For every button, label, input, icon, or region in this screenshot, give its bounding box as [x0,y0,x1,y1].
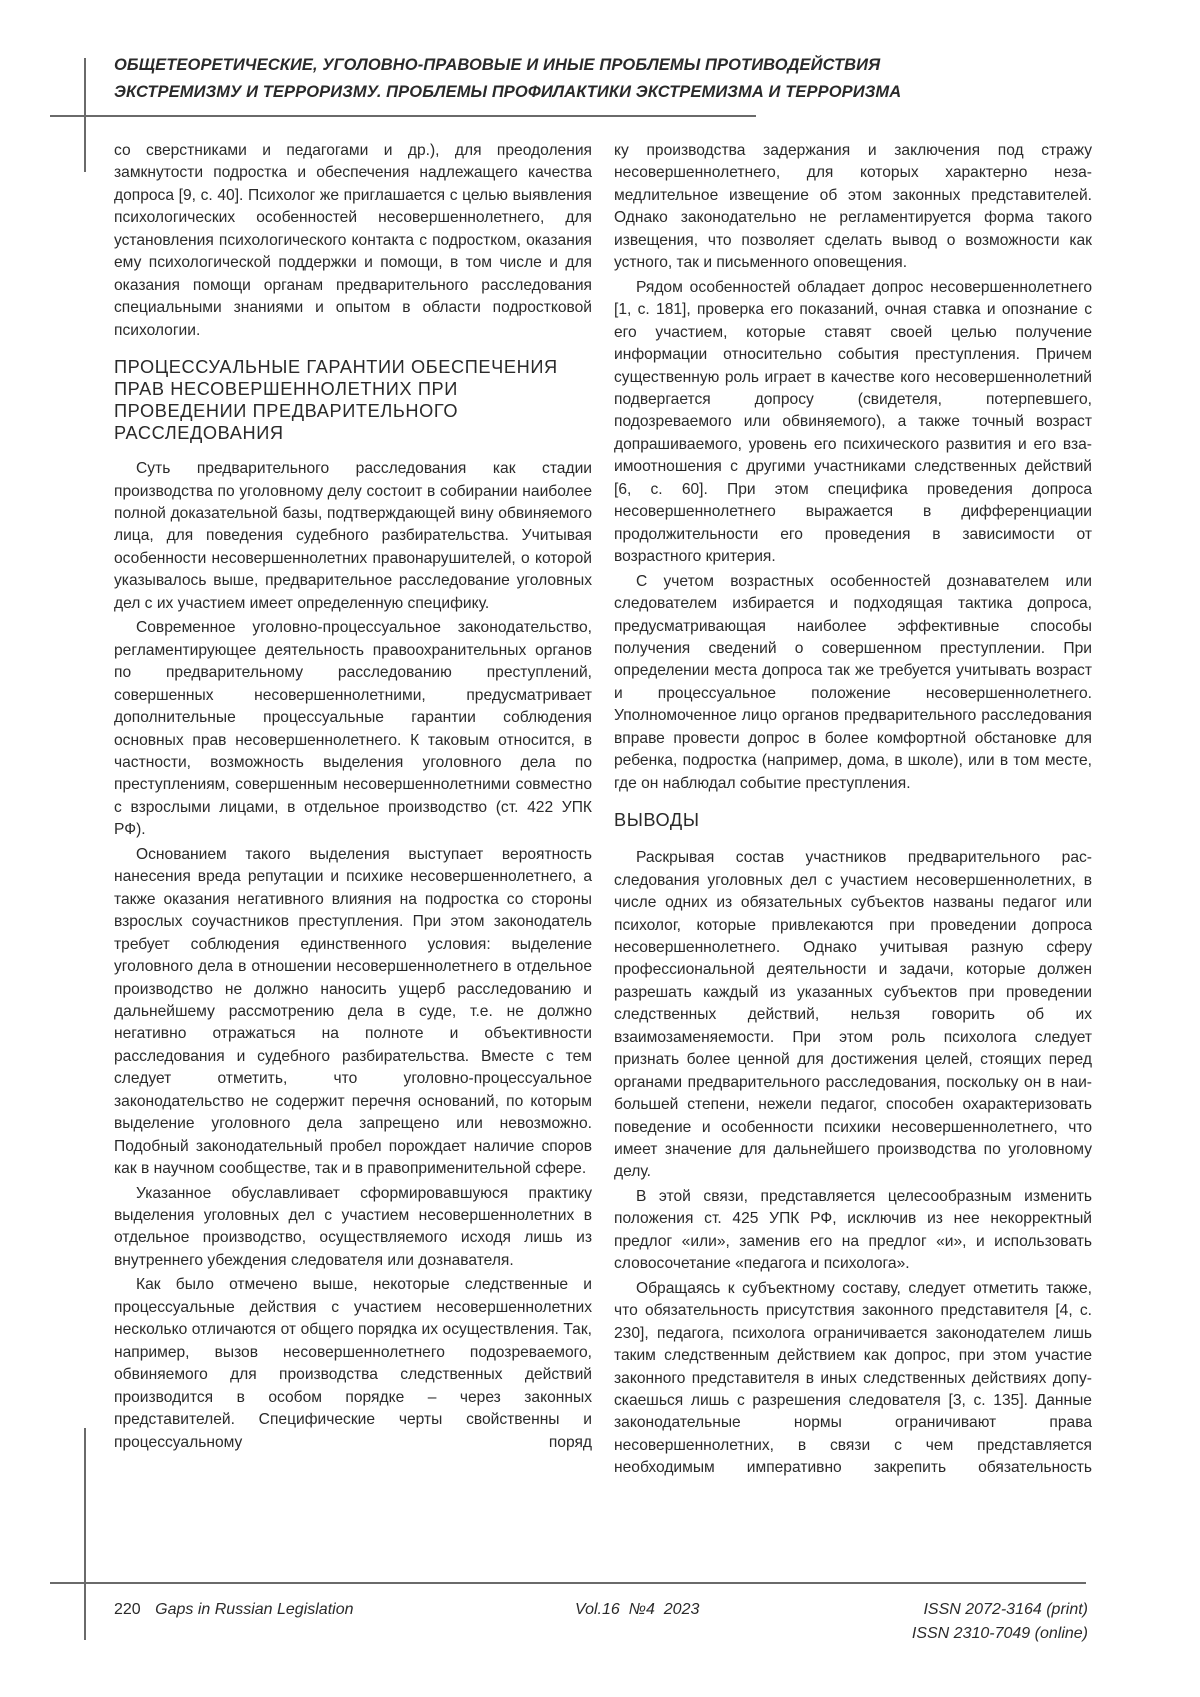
paragraph: Как было отмечено выше, некоторые следственные и процессуальные действия с участием несовершеннолетних несколько отличаются от общего порядка их осуществления. Так, например, вызов несовершеннолетнего подозреваемого, обвиняемого для производства следственных действий производится в особом порядке – через законных представителей. Специфические черты свойственны и процессуальному поряд [114,1276,592,1451]
issn-print: ISSN 2072-3164 (print) [923,1601,1088,1618]
running-head-line-1: ОБЩЕТЕОРЕТИЧЕСКИЕ, УГОЛОВНО-ПРАВОВЫЕ И ИНЫЕ ПРОБЛЕМЫ ПРОТИВОДЕЙСТВИЯ [114,56,881,74]
paragraph: С учетом возрастных особенностей дознавателем или следователем избирается и подходящая тактика допроса, предусматривающая наиболее эффективные способы получения сведений о совершенном преступлении. При определении места допроса так же требуется учитывать возраст и процессуальное положение несовершеннолетнего. Уполномоченное лицо органов предварительного расследования вправе провести допрос в более комфортной обстановке для ребенка, подростка (например, дома, в школе), или в том месте, где он наблюдал событие преступления. [614,572,1092,792]
footer-issn [912,1598,1088,1646]
bottom-left-vertical-rule [84,1428,86,1640]
running-head-line-2: ЭКСТРЕМИЗМУ И ТЕРРОРИЗМУ. ПРОБЛЕМЫ ПРОФИЛАКТИКИ ЭКСТРЕМИЗМА И ТЕРРОРИЗМА [114,83,902,101]
footer-journal [114,1598,354,1622]
footer-horizontal-rule [50,1582,1086,1584]
section-heading-procedural-guarantees: ПРОЦЕССУАЛЬНЫЕ ГАРАНТИИ ОБЕСПЕЧЕНИЯ ПРАВ НЕСОВЕРШЕННОЛЕТНИХ ПРИ ПРОВЕДЕНИИ ПРЕДВАРИТЕЛЬНОГО РАССЛЕДОВАНИЯ [114,357,558,444]
paragraph: Указанное обуславливает сформировавшуюся практику выделения уголовных дел с участием несовершеннолетних в отдельное производство, осуществляемого исходя лишь из внутреннего убеждения следователя или дознавателя. [114,1184,592,1269]
paragraph: В этой связи, представляется целесообразным изменить положения ст. 425 УПК РФ, исключив из нее некорректный предлог «или», заменив его на предлог «и», и использовать словосочетание «педагога и психолога». [614,1187,1092,1273]
header-horizontal-rule [50,115,756,117]
paragraph: Обращаясь к субъектному составу, следует отметить также, что обязательность присутствия законного представителя [4, с. 230], педагога, психолога ограничивается законодателем лишь таким следственным действием как допрос, при этом участие законного представителя в иных следственных действиях допускаешься лишь с разрешения следователя [3, с. 135]. Данные законодательные нормы ограничивают права несовершеннолетних, в связи с чем представляется необходимым императивно закрепить обязательность [614,1279,1092,1477]
right-column [614,140,1092,1482]
footer-issue: Vol.16 №4 2023 [575,1601,700,1618]
left-column [114,140,592,1456]
paragraph: Раскрывая состав участников предварительного расследования уголовных дел с участием несовершеннолетних, в числе одних из обязательных субъектов названы педагог или психолог, которые привлекаются при проведении допроса несовершеннолетнего. Однако учитывая разную сферу профессиональной деятельности и задачи, которые должен разрешать каждый из указанных субъектов при проведении следственных действий, нельзя говорить об их взаимозаменяемости. При этом роль психолога следует признать более ценной для достижения целей, стоящих перед органами предварительного расследования, поскольку он в наибольшей степени, нежели педагог, способен охарактеризовать поведение и особенности психики несовершеннолетнего, что имеет значение для дальнейшего производства по уголовному делу. [614,849,1092,1181]
issn-online: ISSN 2310-7049 (online) [911,1625,1088,1642]
running-head [114,52,1074,106]
paragraph: Современное уголовно-процессуальное законодательство, регламентирующее деятельность правоохранительных органов по предварительному расследованию преступлений, совершенных несовершеннолетними, предусматривает дополнительные процессуальные гарантии соблюдения основных прав несовершеннолетнего. К таковым относится, в частности, возможность выделения уголовного дела по преступлениям, совершенным несовершеннолетними совместно с взрослыми лицами, в отдельное производство (ст. 422 УПК РФ). [114,619,592,839]
paragraph: ку производства задержания и заключения под стражу несовершеннолетнего, для которых характерно незамедлительное извещение об этом законных представителей. Однако законодательно не регламентируется форма такого извещения, что позволяет сделать вывод о возможности как устного, так и письменного оповещения. [614,142,1092,272]
paragraph: со сверстниками и педагогами и др.), для преодоления замкнутости подростка и обеспечения надлежащего качества допроса [9, с. 40]. Психолог же приглашается с целью выявления психологических особенностей несовершеннолетнего, для установления психологического контакта с подростком, оказания ему психологической поддержки и помощи, в том числе и для оказания помощи органам предварительного расследования специальными знаниями и опытом в области подростковой психологии. [114,142,592,339]
journal-title: Gaps in Russian Legislation [155,1601,354,1618]
paragraph: Основанием такого выделения выступает вероятность нанесения вреда репутации и психике несовершеннолетнего, а также оказания негативного влияния на подростка со стороны взрослых соучастников преступления. При этом законодатель требует соблюдения единственного условия: выделение уголовного дела в отношении несовершеннолетнего в отдельное производство не должно наносить ущерб расследованию и дальнейшему рассмотрению дела в суде, т.е. не должно негативно отражаться на полноте и объективности расследования и судебного разбирательства. Вместе с тем следует отметить, что уголовно-процессуальное законодательство не содержит перечня оснований, по которым выделение уголовного дела запрещено или невозможно. Подобный законодательный пробел порождает наличие споров как в научном сообществе, так и в правоприменительной сфере. [114,845,592,1178]
page-number: 220 [114,1601,141,1618]
section-heading-conclusions: ВЫВОДЫ [614,810,700,831]
paragraph: Рядом особенностей обладает допрос несовершеннолетнего [1, с. 181], проверка его показаний, очная ставка и опознание с его участием, которые ставят своей целью получение информации относительно события преступления. Причем существенную роль играет в качестве кого несовершеннолетний подвергается допросу (свидетеля, потерпевшего, подозреваемого или обвиняемого), а также точный возраст допрашиваемого, уровень его психического развития и его взаимоотношения с другими участниками следственных действий [6, с. 60]. При этом специфика проведения допроса несовершеннолетнего выражается в дифференциации продолжительности его проведения в зависимости от возрастного критерия. [614,278,1092,566]
paragraph: Суть предварительного расследования как стадии производства по уголовному делу состоит в собирании наиболее полной доказательной базы, подтверждающей вину обвиняемого лица, для поведения судебного разбирательства. Учитывая особенности несовершеннолетних правонарушителей, о которой указывалось выше, предварительное расследование уголовных дел с их участием имеет определенную специфику. [114,460,592,612]
